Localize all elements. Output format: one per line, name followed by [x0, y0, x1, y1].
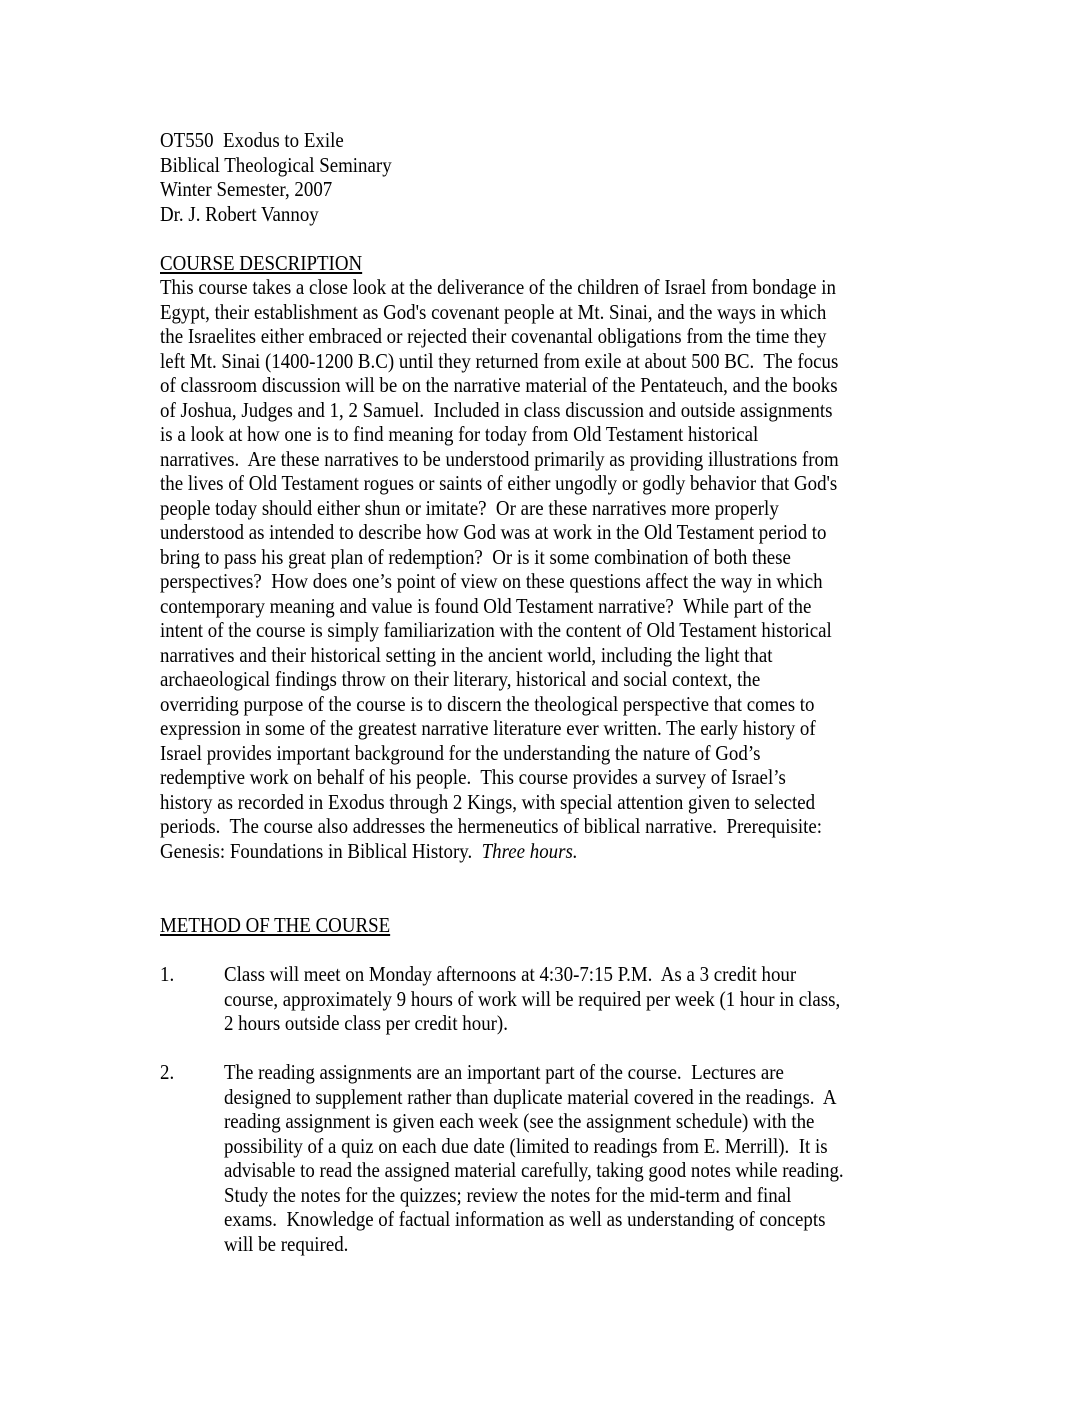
paragraph-line: the Israelites either embraced or rejected their covenantal obligations from the time they: [160, 324, 827, 348]
item-text: [224, 962, 909, 1036]
item-number: 2.: [160, 1060, 175, 1084]
paragraph-line: understood as intended to describe how God was at work in the Old Testament period to: [160, 520, 827, 544]
paragraph-line: redemptive work on behalf of his people. This course provides a survey of Israel’s: [160, 765, 786, 789]
paragraph-line: is a look at how one is to find meaning for today from Old Testament historical: [160, 422, 759, 446]
method-section: [160, 913, 416, 938]
item-line: Class will meet on Monday afternoons at 4:30-7:15 P.M. As a 3 credit hour: [224, 962, 797, 986]
item-line: The reading assignments are an important part of the course. Lectures are: [224, 1060, 784, 1084]
paragraph-line: [160, 839, 839, 864]
paragraph-line: history as recorded in Exodus through 2 Kings, with special attention given to selected: [160, 789, 816, 814]
paragraph-line: overriding purpose of the course is to discern the theological perspective that comes to: [160, 691, 815, 716]
item-text: [224, 1060, 913, 1256]
paragraph-line: archaeological findings throw on their literary, historical and social context, the: [160, 667, 761, 691]
paragraph-line: intent of the course is simply familiarization with the content of Old Testament historical: [160, 618, 832, 642]
item-line: Study the notes for the quizzes; review the notes for the mid-term and final: [224, 1182, 792, 1207]
paragraph-line: Israel provides important background for the understanding the nature of God’s: [160, 740, 761, 765]
section-heading-method: METHOD OF THE COURSE: [160, 913, 391, 937]
item-line: 2 hours outside class per credit hour).: [224, 1011, 508, 1035]
paragraph-line: contemporary meaning and value is found Old Testament narrative? While part of the: [160, 593, 812, 618]
item-line: advisable to read the assigned material carefully, taking good notes while reading.: [224, 1158, 844, 1182]
document-header: [160, 128, 417, 226]
item-number: 1.: [160, 962, 175, 986]
paragraph-line: perspectives? How does one’s point of view on these questions affect the way in which: [160, 569, 823, 593]
item-line: reading assignment is given each week (see the assignment schedule) with the: [224, 1109, 815, 1133]
paragraph-line: This course takes a close look at the deliverance of the children of Israel from bondage in: [160, 275, 836, 299]
paragraph-line: people today should either shun or imitate? Or are these narratives more properly: [160, 495, 779, 520]
paragraph-line: of classroom discussion will be on the narrative material of the Pentateuch, and the books: [160, 373, 838, 397]
header-line: Biblical Theological Seminary: [160, 152, 392, 177]
credit-hours-text: Three hours.: [481, 838, 578, 863]
section-heading-course-description: COURSE DESCRIPTION: [160, 251, 363, 275]
paragraph-line: left Mt. Sinai (1400-1200 B.C) until they returned from exile at about 500 BC. The focus: [160, 348, 839, 373]
header-line: Winter Semester, 2007: [160, 177, 333, 201]
paragraph-line: narratives and their historical setting in the ancient world, including the light that: [160, 642, 773, 667]
course-description-section: [160, 251, 385, 276]
paragraph-line: periods. The course also addresses the hermeneutics of biblical narrative. Prerequisite:: [160, 814, 822, 838]
item-line: will be required.: [224, 1231, 349, 1256]
paragraph-line: narratives. Are these narratives to be understood primarily as providing illustrations from: [160, 446, 839, 471]
item-line: course, approximately 9 hours of work will be required per week (1 hour in class,: [224, 986, 841, 1011]
paragraph-line: the lives of Old Testament rogues or saints of either ungodly or godly behavior that God's: [160, 471, 838, 495]
header-line: Dr. J. Robert Vannoy: [160, 201, 319, 226]
paragraph-line: expression in some of the greatest narrative literature ever written. The early history of: [160, 716, 816, 740]
item-line: exams. Knowledge of factual information as well as understanding of concepts: [224, 1207, 826, 1231]
prerequisite-text: Genesis: Foundations in Biblical History.: [160, 838, 482, 863]
item-line: designed to supplement rather than duplicate material covered in the readings. A: [224, 1084, 837, 1109]
course-description-paragraph: [160, 275, 914, 863]
paragraph-line: bring to pass his great plan of redemption? Or is it some combination of both these: [160, 544, 791, 569]
item-line: possibility of a quiz on each due date (limited to readings from E. Merrill). It is: [224, 1133, 828, 1158]
header-line: OT550 Exodus to Exile: [160, 128, 344, 152]
paragraph-line: Egypt, their establishment as God's covenant people at Mt. Sinai, and the ways in which: [160, 299, 827, 324]
paragraph-line: of Joshua, Judges and 1, 2 Samuel. Included in class discussion and outside assignments: [160, 397, 833, 422]
